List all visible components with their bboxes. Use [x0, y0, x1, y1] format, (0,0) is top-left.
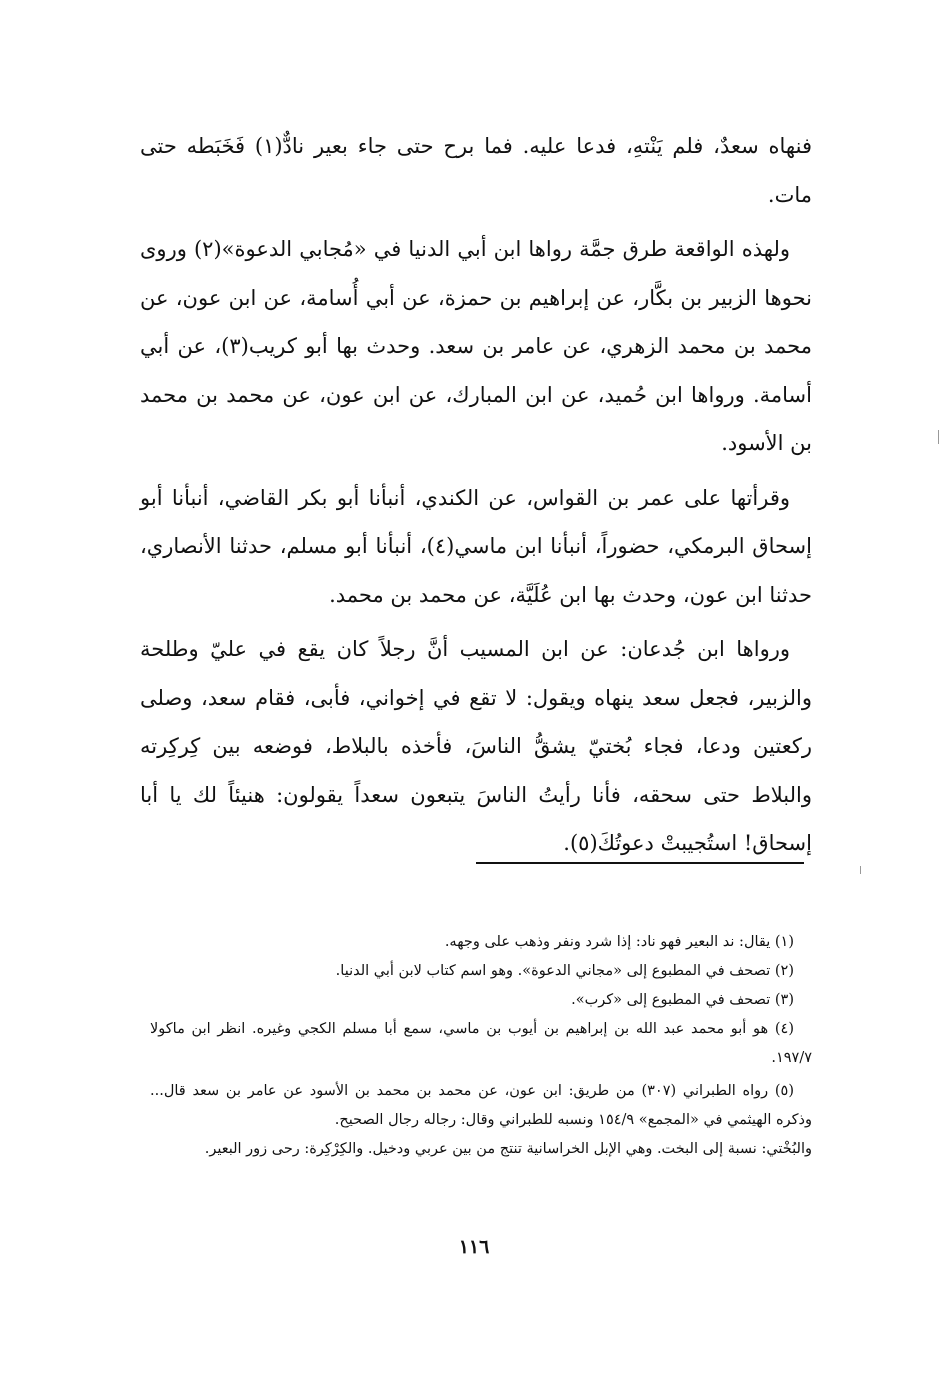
footnote: (٥) رواه الطبراني (٣٠٧) من طريق: ابن عون، عن محمد بن محمد بن الأسود عن عامر بن سعد قال... وذكره الهيثمي في «المجمع» ١٥٤/٩ ونسبه للطبراني وقال: رجاله رجال الصحيح. — [150, 1083, 812, 1128]
scan-mark — [860, 866, 861, 874]
footnote: (٢) تصحف في المطبوع إلى «مجاني الدعوة». وهو اسم كتاب لابن أبي الدنيا. — [335, 963, 794, 979]
footnote-separator — [476, 862, 804, 864]
page-number: ١١٦ — [458, 1236, 490, 1258]
scan-mark — [938, 430, 939, 444]
footnote: (١) يقال: ند البعير فهو ناد: إذا شرد ونفر وذهب على وجهه. — [444, 934, 794, 950]
main-text — [140, 122, 812, 874]
footnote: (٣) تصحف في المطبوع إلى «كرب». — [571, 992, 794, 1008]
footnote-continuation: والبُخْتي: نسبة إلى البخت. وهي الإبل الخراسانية تنتج من بين عربي ودخيل. والكِرْكِرة: رحى زور البعير. — [204, 1141, 812, 1157]
paragraph: فنهاه سعدٌ، فلم يَنْتهِ، فدعا عليه. فما برح حتى جاء بعير نادٌّ(١) فَخَبَطه حتى مات. — [140, 134, 812, 207]
paragraph: ولهذه الواقعة طرق جمَّة رواها ابن أبي الدنيا في «مُجابي الدعوة»(٢) وروى نحوها الزبير بن بكَّار، عن إبراهيم بن حمزة، عن أبي أُسامة، عن ابن عون، عن محمد بن محمد الزهري، عن عامر بن سعد. وحدث بها أبو كريب(٣)، عن أبي أسامة. ورواها ابن حُميد، عن ابن المبارك، عن ابن عون، عن محمد بن محمد بن الأسود. — [140, 237, 812, 455]
paragraph: وقرأتها على عمر بن القواس، عن الكندي، أنبأنا أبو بكر القاضي، أنبأنا أبو إسحاق البرمكي، حضوراً، أنبأنا ابن ماسي(٤)، أنبأنا أبو مسلم، حدثنا الأنصاري، حدثنا ابن عون، وحدث بها ابن عُلَيَّة، عن محمد بن محمد. — [140, 485, 812, 607]
paragraph: ورواها ابن جُدعان: عن ابن المسيب أنَّ رجلاً كان يقع في عليّ وطلحة والزبير، فجعل سعد ينهاه ويقول: لا تقع في إخواني، فأبى، فقام سعد، وصلى ركعتين ودعا، فجاء بُختيّ يشقُّ الناسَ، فأخذه بالبلاط، فوضعه بين كِركِرته والبلاط حتى سحقه، فأنا رأيتُ الناسَ يتبعون سعداً يقولون: هنيئاً لك يا أبا إسحاق! استُجيبتْ دعوتُكَ(٥). — [140, 637, 812, 855]
footnotes — [150, 928, 812, 1164]
footnote: (٤) هو أبو محمد عبد الله بن إبراهيم بن أيوب بن ماسي، سمع أبا مسلم الكجي وغيره. انظر ابن ماكولا ١٩٧/٧. — [150, 1021, 812, 1066]
